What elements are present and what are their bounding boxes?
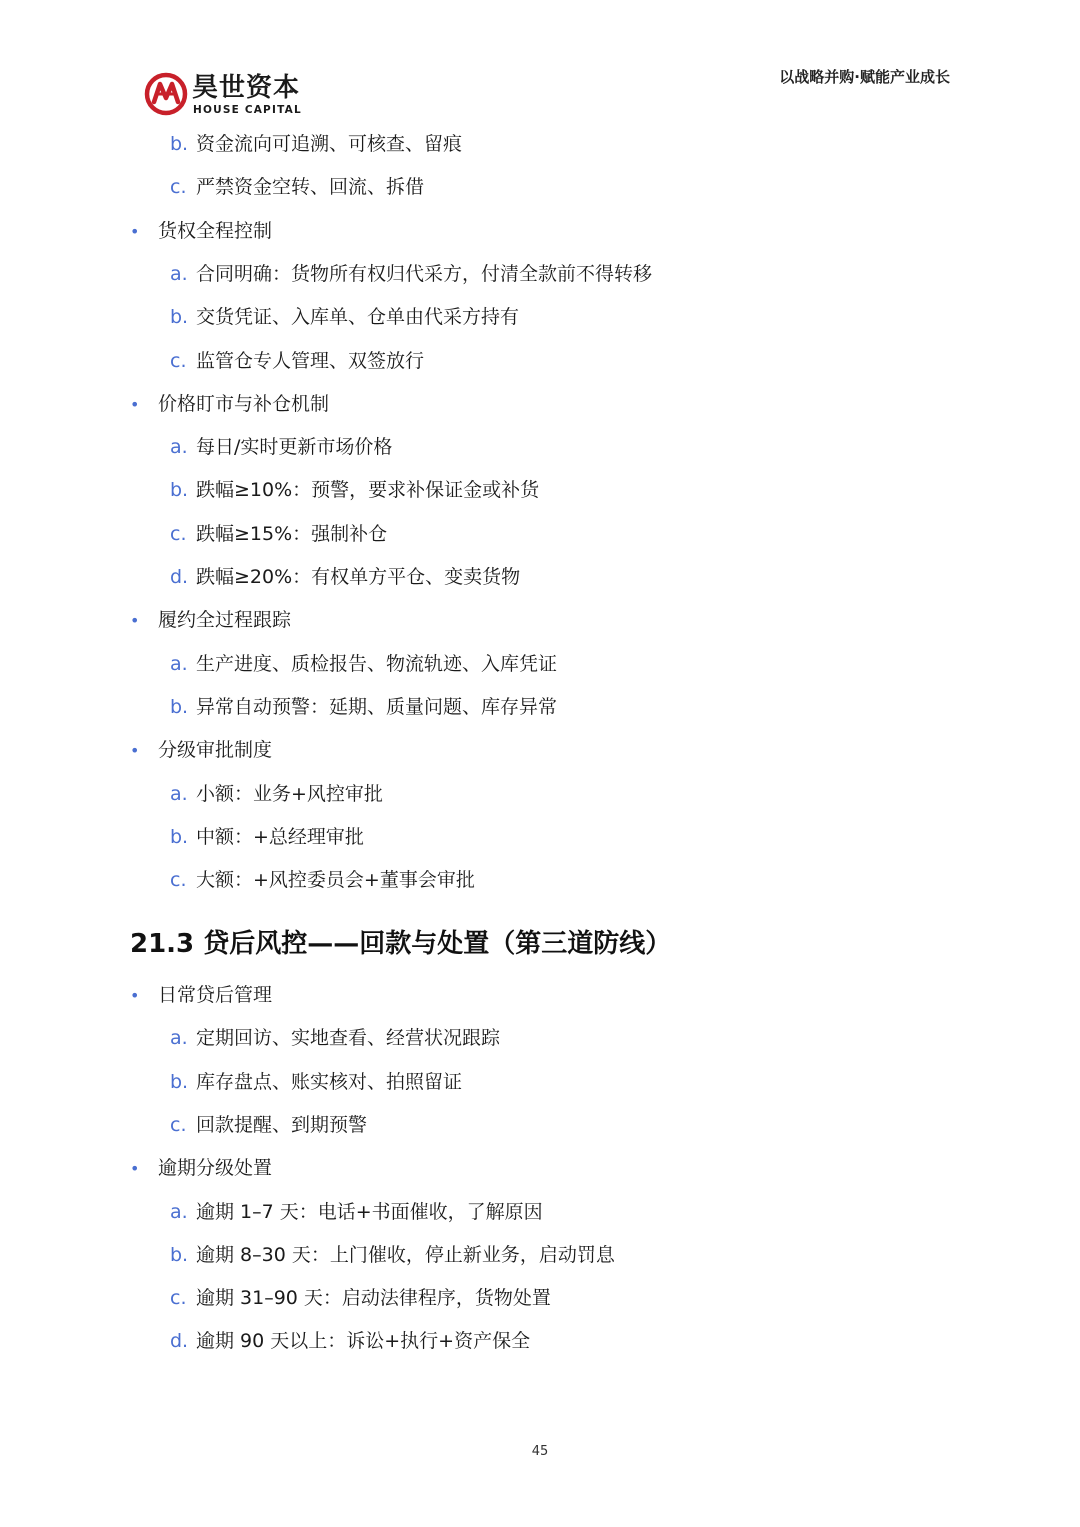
- list-item-text: 每日/实时更新市场价格: [196, 436, 393, 458]
- list-marker: b.: [170, 1071, 189, 1093]
- list-marker: a.: [170, 1201, 188, 1223]
- bullet-marker: •: [130, 222, 140, 241]
- bullet-item: [130, 391, 329, 417]
- list-marker: c.: [170, 869, 187, 891]
- list-item-text: 货权全程控制: [158, 220, 273, 242]
- list-marker: a.: [170, 783, 188, 805]
- header-slogan: 以战略并购·赋能产业成长: [779, 68, 950, 86]
- list-marker: b.: [170, 306, 189, 328]
- list-item-text: 价格盯市与补仓机制: [158, 393, 330, 415]
- list-item-text: 合同明确：货物所有权归代采方，付清全款前不得转移: [196, 263, 653, 285]
- sub-list-item: [170, 261, 652, 287]
- list-item-text: 异常自动预警：延期、质量问题、库存异常: [196, 696, 558, 718]
- company-logo: [144, 70, 314, 120]
- sub-list-item: [170, 1285, 551, 1311]
- sub-list-item: [170, 434, 392, 460]
- sub-list-item: [170, 1069, 462, 1095]
- list-marker: a.: [170, 263, 188, 285]
- sub-list-item: [170, 348, 424, 374]
- bullet-item: [130, 1155, 272, 1181]
- list-item-text: 交货凭证、入库单、仓单由代采方持有: [196, 306, 520, 328]
- bullet-item: [130, 737, 272, 763]
- list-marker: b.: [170, 1244, 189, 1266]
- list-marker: a.: [170, 653, 188, 675]
- bullet-marker: •: [130, 1159, 140, 1178]
- bullet-item: [130, 982, 272, 1008]
- sub-list-item: [170, 1242, 615, 1268]
- sub-list-item: [170, 477, 539, 503]
- list-marker: d.: [170, 1330, 189, 1352]
- list-item-text: 大额：+风控委员会+董事会审批: [196, 869, 475, 891]
- sub-list-item: [170, 1328, 530, 1354]
- list-marker: c.: [170, 350, 187, 372]
- sub-list-item: [170, 694, 557, 720]
- list-item-text: 日常贷后管理: [158, 984, 273, 1006]
- list-item-text: 逾期 8–30 天：上门催收，停止新业务，启动罚息: [196, 1244, 615, 1266]
- list-marker: c.: [170, 1114, 187, 1136]
- list-item-text: 生产进度、质检报告、物流轨迹、入库凭证: [196, 653, 558, 675]
- list-item-text: 跌幅≥15%：强制补仓: [196, 523, 388, 545]
- list-item-text: 严禁资金空转、回流、拆借: [196, 176, 425, 198]
- house-capital-logo-icon: [144, 72, 188, 116]
- list-item-text: 监管仓专人管理、双签放行: [196, 350, 425, 372]
- logo-chinese-name: 昊世资本: [192, 73, 301, 103]
- logo-english-name: HOUSE CAPITAL: [193, 104, 302, 116]
- list-item-text: 中额：+总经理审批: [196, 826, 364, 848]
- sub-list-item: [170, 1112, 367, 1138]
- list-marker: a.: [170, 436, 188, 458]
- sub-list-item: [170, 304, 519, 330]
- sub-list-item: [170, 174, 424, 200]
- list-marker: c.: [170, 523, 187, 545]
- sub-list-item: [170, 781, 383, 807]
- list-item-text: 跌幅≥10%：预警，要求补保证金或补货: [196, 479, 540, 501]
- list-item-text: 履约全过程跟踪: [158, 609, 292, 631]
- bullet-marker: •: [130, 986, 140, 1005]
- list-marker: b.: [170, 479, 189, 501]
- sub-list-item: [170, 1199, 543, 1225]
- sub-list-item: [170, 1025, 500, 1051]
- list-item-text: 定期回访、实地查看、经营状况跟踪: [196, 1027, 501, 1049]
- sub-list-item: [170, 131, 462, 157]
- list-item-text: 逾期 1–7 天：电话+书面催收，了解原因: [196, 1201, 543, 1223]
- sub-list-item: [170, 824, 364, 850]
- list-marker: c.: [170, 176, 187, 198]
- bullet-marker: •: [130, 611, 140, 630]
- sub-list-item: [170, 651, 557, 677]
- bullet-marker: •: [130, 395, 140, 414]
- list-marker: b.: [170, 826, 189, 848]
- list-item-text: 分级审批制度: [158, 739, 273, 761]
- list-item-text: 逾期 31–90 天：启动法律程序，货物处置: [196, 1287, 551, 1309]
- sub-list-item: [170, 521, 387, 547]
- list-item-text: 库存盘点、账实核对、拍照留证: [196, 1071, 463, 1093]
- sub-list-item: [170, 867, 475, 893]
- sub-list-item: [170, 564, 520, 590]
- bullet-marker: •: [130, 741, 140, 760]
- list-item-text: 小额：业务+风控审批: [196, 783, 383, 805]
- list-marker: b.: [170, 133, 189, 155]
- bullet-item: [130, 218, 272, 244]
- list-item-text: 逾期分级处置: [158, 1157, 273, 1179]
- list-marker: b.: [170, 696, 189, 718]
- list-item-text: 跌幅≥20%：有权单方平仓、变卖货物: [196, 566, 521, 588]
- list-marker: c.: [170, 1287, 187, 1309]
- bullet-item: [130, 607, 291, 633]
- list-item-text: 逾期 90 天以上：诉讼+执行+资产保全: [196, 1330, 531, 1352]
- page-number: 45: [531, 1444, 549, 1459]
- list-item-text: 回款提醒、到期预警: [196, 1114, 368, 1136]
- section-heading: 21.3 贷后风控——回款与处置（第三道防线）: [130, 929, 672, 959]
- list-marker: d.: [170, 566, 189, 588]
- list-marker: a.: [170, 1027, 188, 1049]
- list-item-text: 资金流向可追溯、可核查、留痕: [196, 133, 463, 155]
